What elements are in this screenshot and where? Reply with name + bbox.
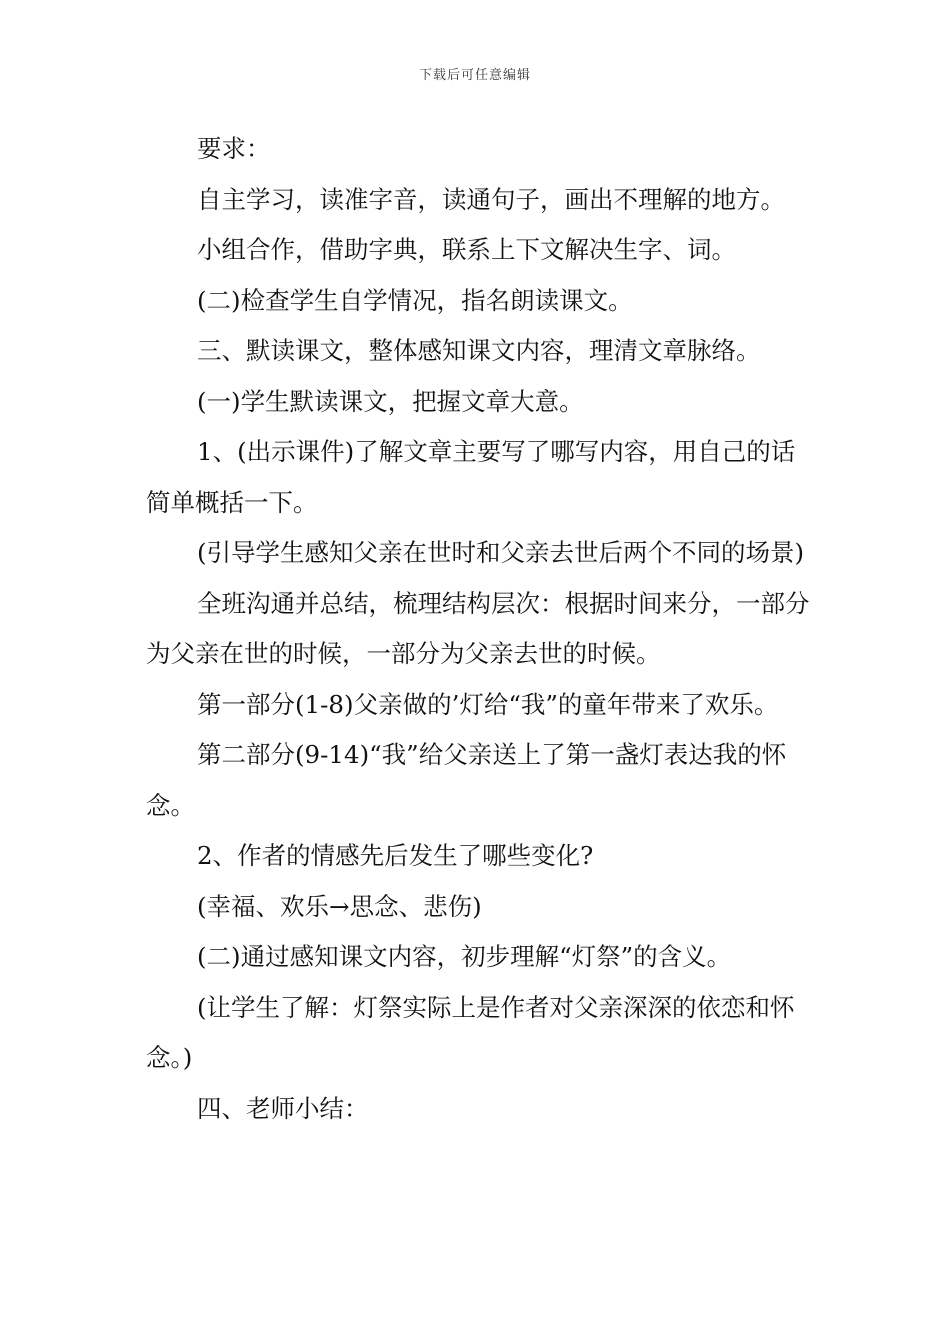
paragraph-silent-reading: (一)学生默读课文，把握文章大意。	[197, 386, 584, 416]
paragraph-self-study: 自主学习，读准字音，读通句子，画出不理解的地方。	[197, 184, 785, 214]
section-heading-3: 三、默读课文，整体感知课文内容，理清文章脉络。	[197, 336, 761, 365]
document-body	[146, 124, 811, 1134]
paragraph-group-work: 小组合作，借助字典，联系上下文解决生字、词。	[197, 235, 736, 264]
paragraph-check-self-study: (二)检查学生自学情况，指名朗读课文。	[197, 285, 633, 315]
paragraph-explanation: (让学生了解：灯祭实际上是作者对父亲深深的依恋和怀念。)	[146, 992, 795, 1072]
paragraph-summary-structure: 全班沟通并总结，梳理结构层次：根据时间来分，一部分为父亲在世的时候，一部分为父亲去世的时候。	[146, 588, 810, 668]
page-header: 下载后可任意编辑	[418, 68, 531, 83]
paragraph-emotions: (幸福、欢乐→思念、悲伤)	[197, 891, 482, 921]
paragraph-question-1: 1、(出示课件)了解文章主要写了哪写内容，用自己的话简单概括一下。	[146, 437, 796, 517]
paragraph-lantern-meaning: (二)通过感知课文内容，初步理解“灯祭”的含义。	[197, 942, 732, 971]
paragraph-part-one: 第一部分(1-8)父亲做的’灯给“我”的童年带来了欢乐。	[197, 689, 779, 719]
section-heading-4: 四、老师小结：	[197, 1093, 369, 1123]
paragraph-question-2: 2、作者的情感先后发生了哪些变化?	[197, 841, 594, 870]
paragraph-guide: (引导学生感知父亲在世时和父亲去世后两个不同的场景)	[197, 538, 805, 567]
paragraph-requirements: 要求：	[197, 134, 271, 163]
paragraph-part-two: 第二部分(9-14)“我”给父亲送上了第一盏灯表达我的怀念。	[146, 740, 787, 820]
